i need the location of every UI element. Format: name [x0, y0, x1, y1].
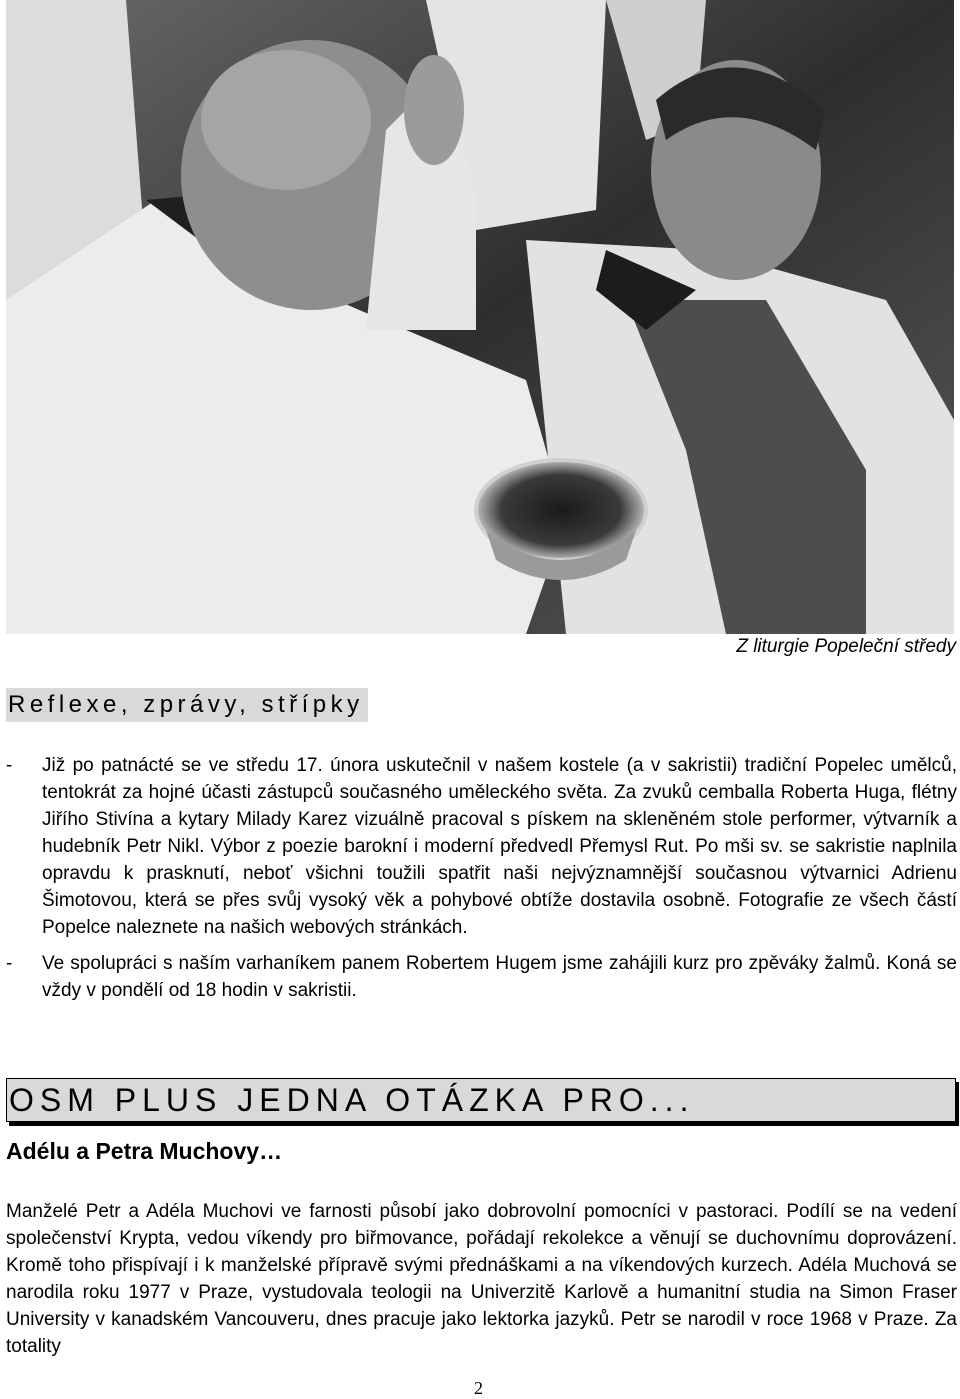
photo-ash-wednesday — [6, 0, 954, 634]
interview-subheading: Adélu a Petra Muchovy… — [6, 1138, 283, 1164]
photo-caption: Z liturgie Popeleční středy — [736, 636, 956, 657]
list-item — [6, 752, 957, 941]
interview-heading: OSM PLUS JEDNA OTÁZKA PRO... — [6, 1078, 956, 1122]
bullet-text: Ve spolupráci s naším varhaníkem panem Robertem Hugem jsme zahájili kurz pro zpěváky žalmů. Koná se vždy v pondělí od 18 hodin v sakristii. — [42, 953, 957, 1001]
bullet-marker: - — [6, 953, 13, 974]
list-item — [6, 950, 957, 1004]
bullet-text: Již po patnácté se ve středu 17. února uskutečnil v našem kostele (a v sakristii) tradiční Popelec umělců, tentokrát za hojné účasti zástupců současného uměleckého světa. Za zvuků cemballa Roberta Huga, flétny Jiřího Stivína a kytary Milady Karez vizuálně pracoval s pískem na skleněném stole performer, výtvarník a hudebník Petr Nikl. Výbor z poezie barokní i moderní předvedl Přemysl Rut. Po mši sv. se sakristie naplnila opravdu k prasknutí, neboť všichni toužili spatřit naši nejvýznamnější současnou výtvarnici Adrienu Šimotovou, která se přes svůj vysoký věk a pohybové obtíže dostavila osobně. Fotografie ze všech částí Popelce naleznete na našich webových stránkách. — [42, 755, 957, 938]
interview-paragraph: Manželé Petr a Adéla Muchovi ve farnosti působí jako dobrovolní pomocníci v pastoraci. Podílí se na vedení společenství Krypta, vedou víkendy pro biřmovance, pořádají rekolekce a věnují se duchovnímu doprovázení. Kromě toho přispívají i k manželské přípravě svými přednáškami a na víkendových kurzech. Adéla Muchová se narodila roku 1977 v Praze, vystudovala teologii na Univerzitě Karlově a humanitní studia na Simon Fraser University v kanadském Vancouveru, dnes pracuje jako lektorka jazyků. Petr se narodil v roce 1968 v Praze. Za totality — [6, 1201, 957, 1357]
page-number: 2 — [474, 1378, 483, 1398]
photo-illustration — [6, 0, 954, 634]
bullet-marker: - — [6, 755, 13, 776]
news-list — [6, 752, 957, 1013]
section-title: Reflexe, zprávy, střípky — [6, 688, 368, 722]
